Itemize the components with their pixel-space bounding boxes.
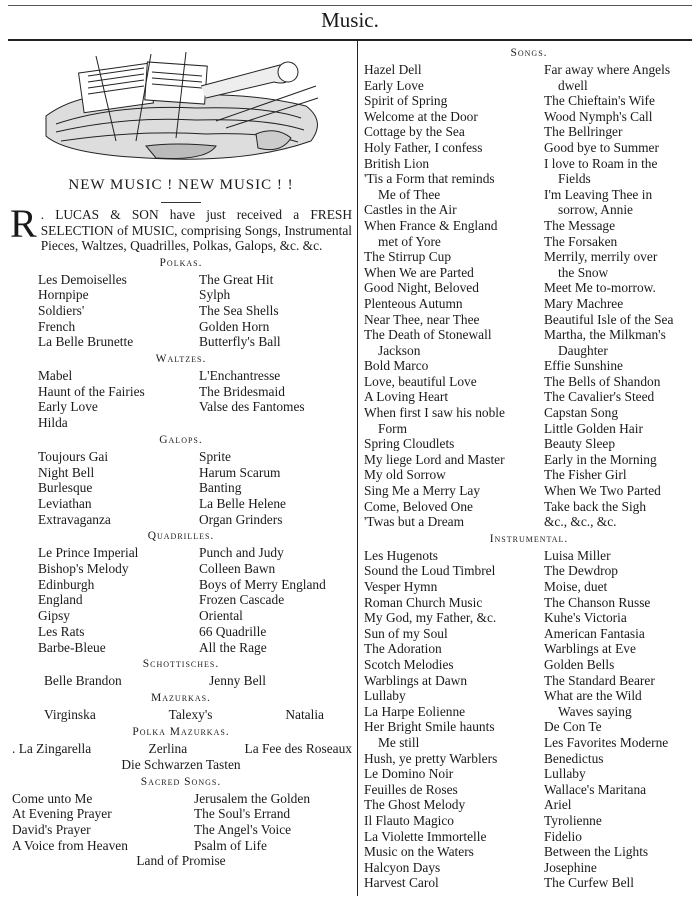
list-item: Good Night, Beloved — [364, 280, 479, 296]
list-item: Moise, duet — [544, 579, 608, 594]
list-item: The Chieftain's Wife — [544, 93, 655, 109]
list-item: The Standard Bearer — [544, 672, 655, 688]
section-title-mazurkas: Mazurkas. — [151, 692, 211, 705]
list-item: The Chanson Russe — [544, 594, 651, 610]
list-item: Jenny Bell — [209, 673, 266, 689]
galops-col2 — [197, 449, 352, 528]
list-item: The Angel's Voice — [194, 822, 292, 838]
instrumental-list — [362, 548, 696, 891]
top-rule — [8, 5, 692, 6]
list-item: Spring Cloudlets — [364, 436, 455, 452]
polka-mazurkas-row — [10, 741, 352, 757]
list-item: Haunt of the Fairies — [38, 383, 145, 399]
list-item: Les Hugenots — [364, 547, 439, 563]
list-item: Belle Brandon — [44, 673, 122, 689]
list-item: Far away where Angels — [544, 62, 671, 77]
list-item: La Belle Brunette — [38, 334, 134, 350]
list-item: Harvest Carol — [364, 875, 439, 891]
list-item: Fidelio — [544, 828, 582, 844]
list-item: Wood Nymph's Call — [544, 108, 653, 124]
list-item: The Cavalier's Steed — [544, 389, 655, 405]
list-item: Hilda — [38, 415, 68, 431]
section-title-waltzes: Waltzes. — [155, 353, 207, 366]
header-rule — [8, 39, 692, 41]
list-item: Halcyon Days — [364, 859, 441, 875]
list-item: 'Tis a Form that reminds — [364, 171, 495, 187]
list-item: Zerlina — [148, 741, 188, 757]
list-item: England — [38, 592, 83, 608]
list-item: Benedictus — [544, 750, 604, 766]
list-item: L'Enchantresse — [199, 368, 281, 384]
list-item: Land of Promise — [136, 853, 226, 869]
list-item: At Evening Prayer — [12, 806, 112, 822]
list-item: Effie Sunshine — [544, 358, 623, 374]
list-item: Sylph — [199, 287, 231, 303]
list-item: sorrow, Annie — [558, 202, 634, 218]
right-column — [362, 44, 696, 896]
list-item: La Fee des Roseaux — [244, 741, 352, 757]
list-item: . La Zingarella — [12, 741, 92, 757]
list-item: Capstan Song — [544, 405, 619, 421]
list-item: Near Thee, near Thee — [364, 311, 480, 327]
list-item: Sound the Loud Timbrel — [364, 563, 496, 579]
list-item: Fields — [558, 171, 591, 187]
section-title-sacred-songs: Sacred Songs. — [140, 775, 222, 788]
list-item: Toujours Gai — [38, 448, 109, 464]
sacred-songs-list — [10, 791, 352, 854]
polkas-col2 — [197, 272, 352, 351]
list-item: David's Prayer — [12, 822, 91, 838]
list-item: Punch and Judy — [199, 545, 284, 561]
list-item: 66 Quadrille — [199, 623, 267, 639]
list-item: Mabel — [38, 368, 73, 384]
list-item: The Message — [544, 217, 616, 233]
list-item: A Loving Heart — [364, 389, 449, 405]
list-item: The Ghost Melody — [364, 797, 466, 813]
list-item: Between the Lights — [544, 844, 649, 860]
list-item: Beauty Sleep — [544, 436, 616, 452]
list-item: The Bellringer — [544, 124, 623, 140]
galops-list — [10, 449, 352, 528]
list-item: The Soul's Errand — [194, 806, 291, 822]
list-item: Golden Bells — [544, 656, 615, 672]
list-item: Hush, ye pretty Warblers — [364, 750, 498, 766]
list-item: When We are Parted — [364, 264, 474, 280]
schottisches-list — [10, 673, 352, 689]
waltzes-col1 — [36, 368, 191, 431]
list-item: I love to Roam in the — [544, 155, 658, 171]
list-item: Lullaby — [364, 688, 406, 704]
quadrilles-col2 — [197, 545, 352, 655]
list-item: Jackson — [378, 342, 421, 358]
section-title-quadrilles: Quadrilles. — [147, 530, 215, 543]
short-rule — [161, 202, 201, 203]
list-item: Burlesque — [38, 480, 93, 496]
list-item: Valse des Fantomes — [199, 399, 305, 415]
section-title-instrumental: Instrumental. — [489, 532, 569, 545]
list-item: Banting — [199, 480, 242, 496]
list-item: Castles in the Air — [364, 202, 457, 218]
list-item: A Voice from Heaven — [12, 837, 128, 853]
list-item: Jerusalem the Golden — [194, 790, 311, 806]
list-item: Soldiers' — [38, 302, 85, 318]
list-item: Cottage by the Sea — [364, 124, 465, 140]
music-instruments-illustration — [26, 46, 336, 174]
list-item: Golden Horn — [199, 318, 270, 334]
list-item: Warblings at Dawn — [364, 672, 468, 688]
mazurkas-list — [10, 707, 352, 723]
list-item: Waves saying — [558, 703, 632, 719]
list-item: the Snow — [558, 264, 609, 280]
list-item: The Great Hit — [199, 271, 274, 287]
list-item: When We Two Parted — [544, 483, 661, 499]
intro-text: . LUCAS & SON have just received a FRESH SELECTION of MUSIC, comprising Songs, Instrumental Pieces, Waltzes, Quadrilles, Polkas, Galops, &c. &c. — [40, 207, 352, 253]
list-item: Kuhe's Victoria — [544, 610, 627, 626]
list-item: Die Schwarzen Tasten — [121, 756, 241, 772]
list-item: Il Flauto Magico — [364, 812, 455, 828]
left-column — [10, 44, 352, 896]
list-item: De Con Te — [544, 719, 602, 735]
list-item: Mary Machree — [544, 295, 624, 311]
list-item: Natalia — [285, 707, 324, 723]
instrumental-col2 — [538, 548, 696, 891]
section-title-galops: Galops. — [159, 433, 203, 446]
list-item: Colleen Bawn — [199, 561, 276, 577]
list-item: met of Yore — [378, 233, 441, 249]
list-item: Take back the Sigh — [544, 498, 647, 514]
list-item: Harum Scarum — [199, 464, 281, 480]
section-title-polkas: Polkas. — [159, 256, 203, 269]
songs-list — [362, 62, 696, 530]
list-item: The Death of Stonewall — [364, 327, 492, 343]
list-item: Early Love — [364, 77, 424, 93]
list-item: Luisa Miller — [544, 547, 611, 563]
list-item: Wallace's Maritana — [544, 781, 647, 797]
advert-intro — [10, 201, 352, 254]
list-item: Martha, the Milkman's — [544, 327, 666, 343]
list-item: My old Sorrow — [364, 467, 446, 483]
list-item: Sprite — [199, 448, 231, 464]
list-item: The Forsaken — [544, 233, 618, 249]
list-item: When France & England — [364, 217, 498, 233]
list-item: The Fisher Girl — [544, 467, 627, 483]
list-item: Edinburgh — [38, 576, 95, 592]
list-item: All the Rage — [199, 639, 267, 655]
list-item: Psalm of Life — [194, 837, 267, 853]
list-item: Les Favorites Moderne — [544, 734, 669, 750]
list-item: My God, my Father, &c. — [364, 610, 497, 626]
quadrilles-col1 — [36, 545, 191, 655]
list-item: Form — [378, 420, 408, 436]
polkas-list — [10, 272, 352, 351]
list-item: Night Bell — [38, 464, 95, 480]
list-item: Ariel — [544, 797, 572, 813]
waltzes-list — [10, 368, 352, 431]
list-item: Come, Beloved One — [364, 498, 473, 514]
list-item: Virginska — [44, 707, 96, 723]
list-item: The Dewdrop — [544, 563, 618, 579]
quadrilles-list — [10, 545, 352, 655]
list-item: Talexy's — [168, 707, 213, 723]
list-item: Josephine — [544, 859, 597, 875]
section-title-songs: Songs. — [510, 47, 548, 59]
list-item: French — [38, 318, 76, 334]
list-item: The Bridesmaid — [199, 383, 285, 399]
list-item: Early in the Morning — [544, 451, 657, 467]
list-item: Welcome at the Door — [364, 108, 478, 124]
list-item: La Violette Immortelle — [364, 828, 487, 844]
list-item: Oriental — [199, 608, 243, 624]
instrumental-col1 — [362, 548, 538, 891]
list-item: The Stirrup Cup — [364, 249, 452, 265]
list-item: The Bells of Shandon — [544, 373, 661, 389]
list-item: Beautiful Isle of the Sea — [544, 311, 674, 327]
list-item: Organ Grinders — [199, 511, 283, 527]
list-item: Le Prince Imperial — [38, 545, 139, 561]
list-item: Me still — [378, 734, 420, 750]
list-item: Tyrolienne — [544, 812, 602, 828]
list-item: Les Demoiselles — [38, 271, 127, 287]
list-item: Feuilles de Roses — [364, 781, 458, 797]
polkas-col1 — [36, 272, 191, 351]
list-item: What are the Wild — [544, 688, 642, 704]
list-item: Scotch Melodies — [364, 656, 454, 672]
list-item: Vesper Hymn — [364, 579, 438, 594]
list-item: Bishop's Melody — [38, 561, 129, 577]
list-item: Meet Me to-morrow. — [544, 280, 656, 296]
list-item: The Curfew Bell — [544, 875, 634, 891]
list-item: 'Twas but a Dream — [364, 514, 465, 530]
list-item: Gipsy — [38, 608, 70, 624]
list-item: Les Rats — [38, 623, 85, 639]
list-item: Love, beautiful Love — [364, 373, 477, 389]
list-item: Sun of my Soul — [364, 625, 448, 641]
list-item: Me of Thee — [378, 186, 441, 202]
list-item: My liege Lord and Master — [364, 451, 505, 467]
list-item: Leviathan — [38, 495, 92, 511]
list-item: La Belle Helene — [199, 495, 286, 511]
list-item: La Harpe Eolienne — [364, 703, 466, 719]
list-item: Warblings at Eve — [544, 641, 636, 657]
list-item: Little Golden Hair — [544, 420, 643, 436]
list-item: Barbe-Bleue — [38, 639, 106, 655]
list-item: Boys of Merry England — [199, 576, 326, 592]
list-item: When first I saw his noble — [364, 405, 505, 421]
list-item: dwell — [558, 77, 588, 93]
list-item: Merrily, merrily over — [544, 249, 658, 265]
list-item: Hazel Dell — [364, 62, 422, 77]
list-item: Sing Me a Merry Lay — [364, 483, 481, 499]
list-item: The Adoration — [364, 641, 442, 657]
list-item: Daughter — [558, 342, 608, 358]
list-item: Plenteous Autumn — [364, 295, 463, 311]
list-item: Holy Father, I confess — [364, 139, 483, 155]
page-title: Music. — [321, 8, 379, 32]
sacred-col2 — [192, 791, 352, 854]
section-title-schottisches: Schottisches. — [142, 658, 220, 671]
list-item: The Sea Shells — [199, 302, 279, 318]
advert-headline: NEW MUSIC ! NEW MUSIC ! ! — [68, 177, 294, 193]
songs-col2 — [538, 62, 696, 530]
list-item: Good bye to Summer — [544, 139, 659, 155]
list-item: Bold Marco — [364, 358, 429, 374]
list-item: British Lion — [364, 155, 430, 171]
list-item: Frozen Cascade — [199, 592, 285, 608]
section-title-polka-mazurkas: Polka Mazurkas. — [132, 726, 230, 739]
list-item: Come unto Me — [12, 790, 93, 806]
list-item: &c., &c., &c. — [544, 514, 617, 530]
waltzes-col2 — [197, 368, 352, 431]
list-item: Butterfly's Ball — [199, 334, 281, 350]
list-item: Roman Church Music — [364, 594, 483, 610]
sacred-col1 — [10, 791, 186, 854]
list-item: Spirit of Spring — [364, 93, 448, 109]
list-item: Lullaby — [544, 766, 586, 782]
list-item: Her Bright Smile haunts — [364, 719, 495, 735]
list-item: I'm Leaving Thee in — [544, 186, 653, 202]
list-item: Music on the Waters — [364, 844, 474, 860]
drop-cap: R — [10, 201, 37, 246]
list-item: Hornpipe — [38, 287, 89, 303]
polka-mazurkas-list — [10, 741, 352, 772]
list-item: Early Love — [38, 399, 98, 415]
songs-col1 — [362, 62, 538, 530]
galops-col1 — [36, 449, 191, 528]
column-divider — [357, 41, 358, 896]
list-item: Extravaganza — [38, 511, 111, 527]
list-item: American Fantasia — [544, 625, 645, 641]
list-item: Le Domino Noir — [364, 766, 454, 782]
